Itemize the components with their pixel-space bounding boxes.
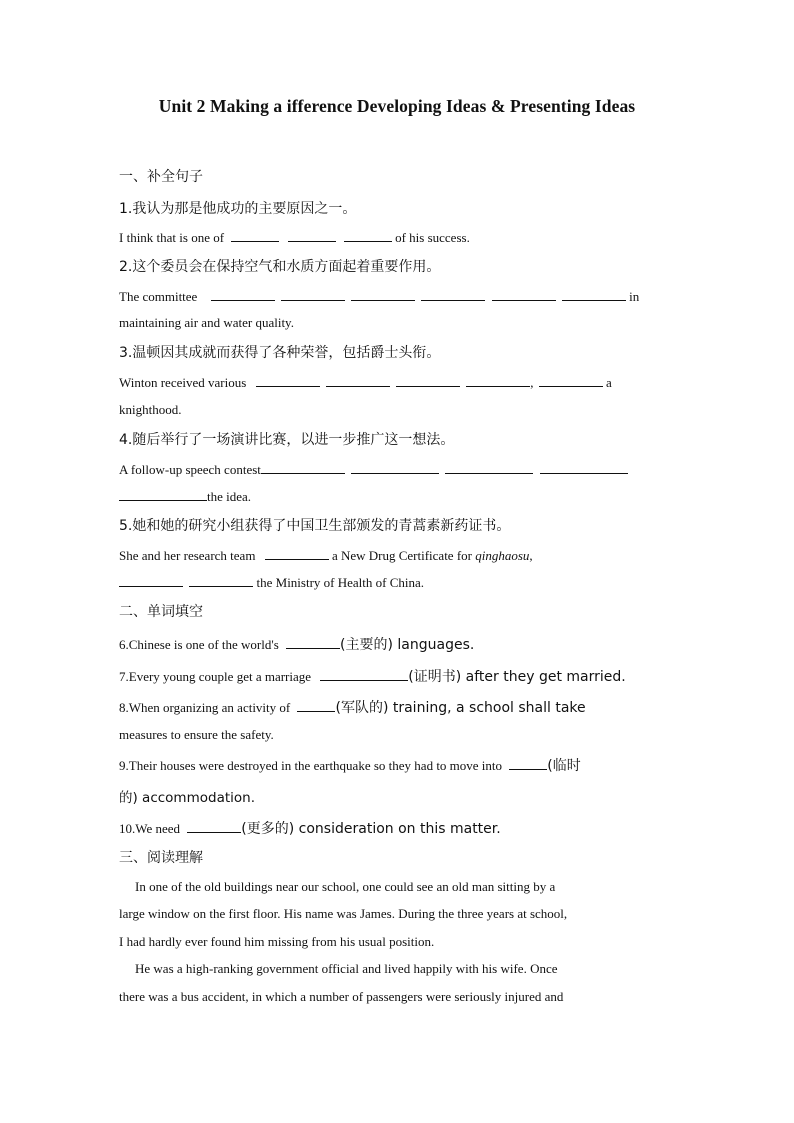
answer-blank[interactable] bbox=[326, 374, 390, 387]
question-6-text-start: 6.Chinese is one of the world's bbox=[119, 637, 279, 652]
question-4-english bbox=[119, 461, 628, 478]
answer-blank[interactable] bbox=[189, 574, 253, 587]
question-3-english-cont: knighthood. bbox=[119, 402, 182, 417]
answer-blank[interactable] bbox=[466, 374, 530, 387]
question-4-text-end: the idea. bbox=[207, 489, 252, 504]
reading-paragraph-2-line-2: there was a bus accident, in which a number of passengers were seriously injured and bbox=[119, 989, 564, 1004]
answer-blank[interactable] bbox=[351, 461, 439, 474]
answer-blank[interactable] bbox=[445, 461, 533, 474]
reading-paragraph-2-line-1: He was a high-ranking government official and lived happily with his wife. Once bbox=[135, 961, 558, 976]
section-heading-reading: 三、阅读理解 bbox=[119, 850, 203, 866]
question-5-text-start: She and her research team bbox=[119, 548, 256, 563]
question-4-chinese: 4.随后举行了一场演讲比赛，以进一步推广这一想法。 bbox=[119, 432, 455, 448]
reading-paragraph-1-line-3: I had hardly ever found him missing from his usual position. bbox=[119, 934, 435, 949]
answer-blank[interactable] bbox=[320, 668, 408, 681]
answer-blank[interactable] bbox=[256, 374, 320, 387]
answer-blank[interactable] bbox=[492, 288, 556, 301]
question-1-english bbox=[119, 229, 470, 246]
answer-blank[interactable] bbox=[187, 820, 241, 833]
question-10 bbox=[119, 818, 501, 838]
question-2-chinese: 2.这个委员会在保持空气和水质方面起着重要作用。 bbox=[119, 259, 441, 275]
answer-blank[interactable] bbox=[261, 461, 345, 474]
answer-blank[interactable] bbox=[281, 288, 345, 301]
question-7-text-end: (证明书) after they get married. bbox=[408, 669, 626, 685]
question-6-text-end: (主要的) languages. bbox=[340, 637, 475, 653]
question-8-text-mid: (军队的) training, a school shall take bbox=[335, 700, 586, 716]
answer-blank[interactable] bbox=[344, 229, 392, 242]
answer-blank[interactable] bbox=[297, 699, 335, 712]
question-2-text-start: The committee bbox=[119, 289, 198, 304]
answer-blank[interactable] bbox=[539, 374, 603, 387]
question-10-text-start: 10.We need bbox=[119, 821, 181, 836]
reading-paragraph-1-line-2: large window on the first floor. His name was James. During the three years at school, bbox=[119, 906, 568, 921]
reading-paragraph-1-line-1: In one of the old buildings near our school, one could see an old man sitting by a bbox=[135, 879, 556, 894]
question-5-italic-term: qinghaosu bbox=[475, 548, 530, 563]
question-5-text-end: the Ministry of Health of China. bbox=[256, 575, 425, 590]
question-5-comma: , bbox=[529, 548, 533, 563]
question-3-text-start: Winton received various bbox=[119, 375, 247, 390]
answer-blank[interactable] bbox=[288, 229, 336, 242]
question-6 bbox=[119, 634, 474, 654]
answer-blank[interactable] bbox=[421, 288, 485, 301]
question-10-text-end: (更多的) consideration on this matter. bbox=[241, 821, 501, 837]
question-9-cont: 的) accommodation. bbox=[119, 790, 255, 806]
question-8-cont: measures to ensure the safety. bbox=[119, 727, 274, 742]
question-3-text-mid: a bbox=[606, 375, 612, 390]
answer-blank[interactable] bbox=[119, 488, 207, 501]
question-7 bbox=[119, 666, 626, 686]
answer-blank[interactable] bbox=[231, 229, 279, 242]
question-4-english-cont bbox=[119, 488, 251, 505]
question-2-english-cont: maintaining air and water quality. bbox=[119, 315, 294, 330]
answer-blank[interactable] bbox=[265, 547, 329, 560]
question-9 bbox=[119, 755, 581, 775]
question-8 bbox=[119, 697, 586, 717]
question-9-text-start: 9.Their houses were destroyed in the earthquake so they had to move into bbox=[119, 758, 503, 773]
section-heading-word-filling: 二、单词填空 bbox=[119, 604, 203, 620]
answer-blank[interactable] bbox=[351, 288, 415, 301]
answer-blank[interactable] bbox=[562, 288, 626, 301]
question-5-english bbox=[119, 547, 533, 564]
answer-blank[interactable] bbox=[286, 636, 340, 649]
question-5-english-cont bbox=[119, 574, 424, 591]
question-7-text-start: 7.Every young couple get a marriage bbox=[119, 669, 312, 684]
answer-blank[interactable] bbox=[211, 288, 275, 301]
answer-blank[interactable] bbox=[509, 757, 547, 770]
document-title: Unit 2 Making a ifference Developing Ideas & Presenting Ideas bbox=[158, 96, 636, 116]
question-1-chinese: 1.我认为那是他成功的主要原因之一。 bbox=[119, 201, 357, 217]
section-heading-sentence-completion: 一、补全句子 bbox=[119, 169, 203, 185]
question-3-chinese: 3.温顿因其成就而获得了各种荣誉，包括爵士头衔。 bbox=[119, 345, 441, 361]
question-8-text-start: 8.When organizing an activity of bbox=[119, 700, 291, 715]
question-2-english bbox=[119, 288, 639, 305]
question-9-text-mid: (临时 bbox=[547, 758, 581, 774]
answer-blank[interactable] bbox=[540, 461, 628, 474]
question-5-text-mid: a New Drug Certificate for bbox=[331, 548, 472, 563]
question-4-text-start: A follow-up speech contest bbox=[119, 462, 261, 477]
answer-blank[interactable] bbox=[396, 374, 460, 387]
answer-blank[interactable] bbox=[119, 574, 183, 587]
question-1-text-start: I think that is one of bbox=[119, 230, 225, 245]
question-1-text-end: of his success. bbox=[395, 230, 470, 245]
question-3-english: Winton received various , a bbox=[119, 375, 612, 390]
question-5-chinese: 5.她和她的研究小组获得了中国卫生部颁发的青蒿素新药证书。 bbox=[119, 518, 511, 534]
question-2-text-mid: in bbox=[629, 289, 640, 304]
